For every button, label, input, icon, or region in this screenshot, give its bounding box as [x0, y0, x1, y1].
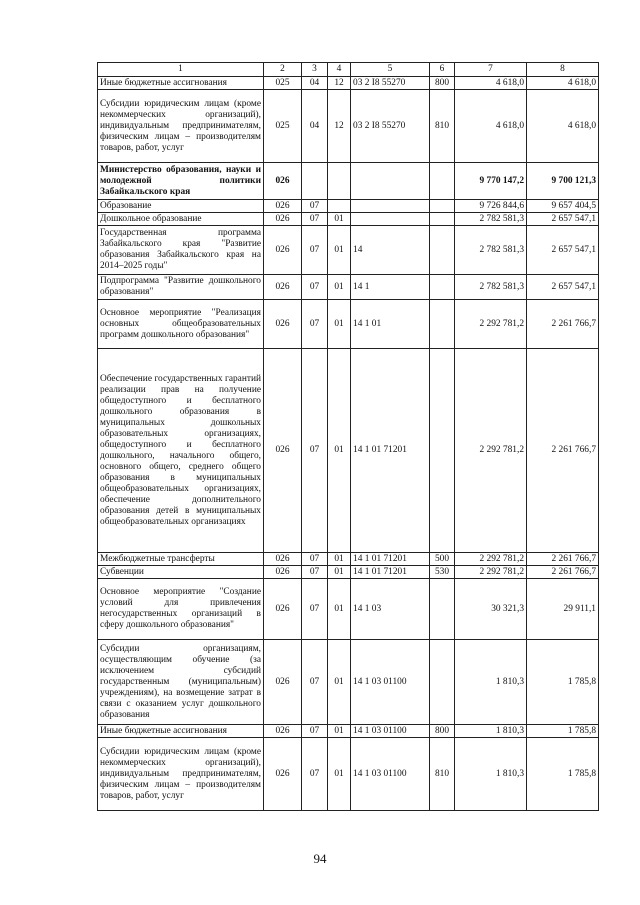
- cell-amount-year1: 1 810,3: [455, 640, 527, 725]
- row-name: Иные бюджетные ассигнования: [98, 725, 264, 738]
- cell-subsection: 01: [328, 640, 351, 725]
- cell-expense-type: [430, 200, 455, 213]
- cell-expense-type: 500: [430, 553, 455, 566]
- budget-table: [97, 62, 599, 811]
- cell-amount-year2: 2 261 766,7: [527, 566, 599, 579]
- cell-target-article: 14 1 01 71201: [351, 566, 430, 579]
- cell-ministry-code: 026: [264, 349, 302, 553]
- cell-ministry-code: 026: [264, 738, 302, 811]
- cell-amount-year2: 1 785,8: [527, 725, 599, 738]
- table-row: [98, 738, 599, 811]
- cell-ministry-code: 026: [264, 300, 302, 349]
- cell-amount-year2: 4 618,0: [527, 77, 599, 90]
- cell-expense-type: [430, 275, 455, 300]
- cell-amount-year2: 1 785,8: [527, 640, 599, 725]
- row-name: Дошкольное образование: [98, 213, 264, 226]
- cell-target-article: [351, 213, 430, 226]
- cell-subsection: 01: [328, 213, 351, 226]
- cell-ministry-code: 026: [264, 640, 302, 725]
- column-header-7: 7: [455, 63, 527, 77]
- cell-amount-year1: 9 770 147,2: [455, 163, 527, 200]
- row-name: Иные бюджетные ассигнования: [98, 77, 264, 90]
- cell-target-article: 14 1 03 01100: [351, 640, 430, 725]
- cell-amount-year1: 2 292 781,2: [455, 553, 527, 566]
- table-row: [98, 349, 599, 553]
- cell-section: 07: [302, 213, 328, 226]
- row-name: Основное мероприятие "Реализация основных общеобразовательных программ дошкольного образования": [98, 300, 264, 349]
- cell-amount-year1: 4 618,0: [455, 77, 527, 90]
- cell-section: 07: [302, 553, 328, 566]
- cell-amount-year2: 29 911,1: [527, 579, 599, 640]
- cell-amount-year1: 2 782 581,3: [455, 275, 527, 300]
- cell-expense-type: [430, 349, 455, 553]
- column-header-4: 4: [328, 63, 351, 77]
- row-name: Государственная программа Забайкальского края "Развитие образования Забайкальского края на 2014–2025 годы": [98, 226, 264, 275]
- cell-expense-type: [430, 163, 455, 200]
- cell-subsection: [328, 200, 351, 213]
- cell-amount-year1: 4 618,0: [455, 90, 527, 163]
- cell-amount-year1: 2 782 581,3: [455, 226, 527, 275]
- cell-amount-year2: 2 261 766,7: [527, 300, 599, 349]
- cell-ministry-code: 026: [264, 163, 302, 200]
- cell-ministry-code: 026: [264, 213, 302, 226]
- cell-target-article: 14 1 01 71201: [351, 349, 430, 553]
- cell-ministry-code: 026: [264, 579, 302, 640]
- cell-expense-type: 810: [430, 90, 455, 163]
- cell-ministry-code: 026: [264, 725, 302, 738]
- cell-subsection: 12: [328, 77, 351, 90]
- cell-expense-type: [430, 213, 455, 226]
- cell-subsection: 01: [328, 725, 351, 738]
- cell-amount-year1: 9 726 844,6: [455, 200, 527, 213]
- row-name: Субсидии организациям, осуществляющим обучение (за исключением субсидий государственным (муниципальным) учреждениям), на возмещение затрат в связи с оказанием услуг дошкольного образования: [98, 640, 264, 725]
- cell-section: 07: [302, 200, 328, 213]
- row-name: Основное мероприятие "Создание условий для привлечения негосударственных организаций в сферу дошкольного образования": [98, 579, 264, 640]
- cell-target-article: [351, 200, 430, 213]
- table-row: [98, 566, 599, 579]
- cell-expense-type: 800: [430, 725, 455, 738]
- column-header-6: 6: [430, 63, 455, 77]
- cell-subsection: 01: [328, 553, 351, 566]
- cell-ministry-code: 025: [264, 77, 302, 90]
- cell-amount-year1: 2 292 781,2: [455, 300, 527, 349]
- cell-target-article: 14 1 03 01100: [351, 738, 430, 811]
- cell-amount-year2: 1 785,8: [527, 738, 599, 811]
- cell-amount-year2: 9 700 121,3: [527, 163, 599, 200]
- cell-ministry-code: 026: [264, 226, 302, 275]
- cell-target-article: 14 1: [351, 275, 430, 300]
- table-row: [98, 163, 599, 200]
- cell-expense-type: 810: [430, 738, 455, 811]
- row-name: Субсидии юридическим лицам (кроме некоммерческих организаций), индивидуальным предпринимателям, физическим лицам – производителям товаров, работ, услуг: [98, 90, 264, 163]
- table-row: [98, 77, 599, 90]
- table-row: [98, 579, 599, 640]
- column-header-5: 5: [351, 63, 430, 77]
- table-body: [98, 77, 599, 811]
- cell-target-article: 14: [351, 226, 430, 275]
- cell-ministry-code: 025: [264, 90, 302, 163]
- cell-target-article: [351, 163, 430, 200]
- column-header-2: 2: [264, 63, 302, 77]
- table-row: [98, 226, 599, 275]
- row-name: Межбюджетные трансферты: [98, 553, 264, 566]
- row-name: Обеспечение государственных гарантий реализации прав на получение общедоступного и бесплатного дошкольного образования в муниципальных дошкольных образовательных организациях, общедоступного и бесплатного дошкольного, начального общего, основного общего, среднего общего образования в муниципальных общеобразовательных организациях, обеспечение дополнительного образования детей в муниципальных общеобразовательных организациях: [98, 349, 264, 553]
- cell-ministry-code: 026: [264, 200, 302, 213]
- cell-amount-year2: 9 657 404,5: [527, 200, 599, 213]
- cell-expense-type: 800: [430, 77, 455, 90]
- table-row: [98, 275, 599, 300]
- table-row: [98, 300, 599, 349]
- cell-section: 07: [302, 275, 328, 300]
- cell-amount-year2: 4 618,0: [527, 90, 599, 163]
- cell-target-article: 03 2 I8 55270: [351, 90, 430, 163]
- cell-expense-type: [430, 640, 455, 725]
- cell-section: 07: [302, 566, 328, 579]
- cell-subsection: 01: [328, 349, 351, 553]
- cell-section: [302, 163, 328, 200]
- cell-ministry-code: 026: [264, 566, 302, 579]
- cell-amount-year2: 2 261 766,7: [527, 553, 599, 566]
- cell-expense-type: [430, 226, 455, 275]
- cell-amount-year2: 2 657 547,1: [527, 275, 599, 300]
- table-row: [98, 640, 599, 725]
- cell-amount-year2: 2 657 547,1: [527, 213, 599, 226]
- cell-subsection: [328, 163, 351, 200]
- cell-amount-year2: 2 657 547,1: [527, 226, 599, 275]
- cell-expense-type: [430, 300, 455, 349]
- cell-amount-year1: 2 782 581,3: [455, 213, 527, 226]
- cell-section: 07: [302, 738, 328, 811]
- cell-ministry-code: 026: [264, 553, 302, 566]
- cell-section: 07: [302, 725, 328, 738]
- column-header-3: 3: [302, 63, 328, 77]
- table-row: [98, 90, 599, 163]
- cell-expense-type: 530: [430, 566, 455, 579]
- cell-target-article: 14 1 01 71201: [351, 553, 430, 566]
- cell-target-article: 14 1 03 01100: [351, 725, 430, 738]
- cell-section: 07: [302, 226, 328, 275]
- cell-subsection: 01: [328, 275, 351, 300]
- row-name: Субсидии юридическим лицам (кроме некоммерческих организаций), индивидуальным предпринимателям, физическим лицам – производителям товаров, работ, услуг: [98, 738, 264, 811]
- header-row: [98, 63, 599, 77]
- cell-amount-year1: 2 292 781,2: [455, 566, 527, 579]
- cell-expense-type: [430, 579, 455, 640]
- cell-amount-year1: 1 810,3: [455, 738, 527, 811]
- cell-amount-year1: 2 292 781,2: [455, 349, 527, 553]
- cell-amount-year2: 2 261 766,7: [527, 349, 599, 553]
- column-header-1: 1: [98, 63, 264, 77]
- table-row: [98, 200, 599, 213]
- row-name: Субвенции: [98, 566, 264, 579]
- cell-ministry-code: 026: [264, 275, 302, 300]
- cell-section: 07: [302, 349, 328, 553]
- cell-section: 04: [302, 90, 328, 163]
- cell-section: 04: [302, 77, 328, 90]
- cell-subsection: 12: [328, 90, 351, 163]
- cell-subsection: 01: [328, 300, 351, 349]
- cell-amount-year1: 30 321,3: [455, 579, 527, 640]
- cell-section: 07: [302, 579, 328, 640]
- cell-target-article: 14 1 03: [351, 579, 430, 640]
- row-name: Подпрограмма "Развитие дошкольного образования": [98, 275, 264, 300]
- cell-section: 07: [302, 300, 328, 349]
- cell-subsection: 01: [328, 226, 351, 275]
- page-number: 94: [313, 851, 327, 866]
- table-row: [98, 553, 599, 566]
- column-header-8: 8: [527, 63, 599, 77]
- cell-section: 07: [302, 640, 328, 725]
- cell-subsection: 01: [328, 738, 351, 811]
- cell-subsection: 01: [328, 566, 351, 579]
- table-row: [98, 725, 599, 738]
- cell-subsection: 01: [328, 579, 351, 640]
- cell-target-article: 03 2 I8 55270: [351, 77, 430, 90]
- row-name: Образование: [98, 200, 264, 213]
- table-row: [98, 213, 599, 226]
- cell-amount-year1: 1 810,3: [455, 725, 527, 738]
- cell-target-article: 14 1 01: [351, 300, 430, 349]
- row-name: Министерство образования, науки и молодежной политики Забайкальского края: [98, 163, 264, 200]
